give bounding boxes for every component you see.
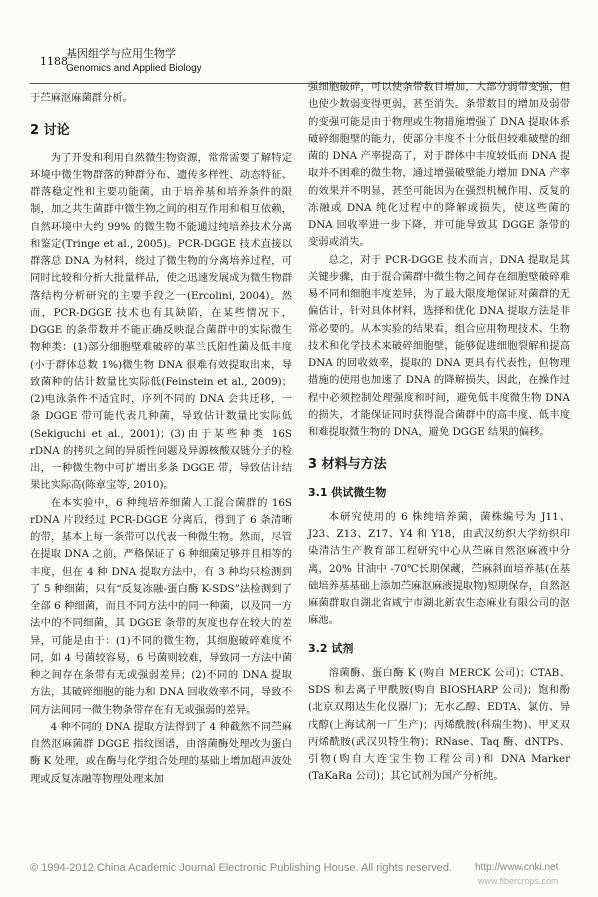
discussion-paragraph-3: 4 种不同的 DNA 提取方法得到了 4 种截然不同苎麻自然沤麻菌群 DGGE 指纹图谱，由溶菌酶处理改为蛋白酶 K 处理，或在酶与化学组合处理的基础上增加超声波处理或反复冻融等物理处理来加 (30, 720, 292, 785)
journal-title-cn: 基因组学与应用生物学 (66, 47, 176, 60)
subsection-heading-reagents: 3.2 试剂 (308, 641, 354, 655)
subsection-heading-strains: 3.1 供试微生物 (308, 485, 387, 499)
section-heading-discussion: 2 讨论 (30, 123, 70, 139)
running-header (40, 42, 560, 82)
right-column (308, 79, 570, 786)
copyright-notice: © 1994-2012 China Academic Journal Electronic Publishing House. All rights reserved. (30, 862, 453, 874)
watermark: www.fibercrops.com (478, 876, 559, 886)
left-column (30, 90, 292, 788)
discussion-paragraph-2: 在本实验中，6 种纯培养细菌人工混合菌群的 16S rDNA 片段经过 PCR-DGGE 分离后，得到了 6 条清晰的带，基本上每一条带可以代表一种微生物。然而，尽管在提取 DNA 之前，严格保证了 6 种细菌足够并且相等的丰度，但在 4 种 DNA 提取方法中，有 3 种均只检测到了 5 种细菌，只有“反复冻融-蛋白酶 K-SDS”法检测到了全部 6 种细菌，而且不同方法中的同一种菌，以及同一方法中的不同细菌，其 DGGE 条带的灰度也存在较大的差异，可能是由于：(1)不同的微生物，其细胞破碎难度不同，如 4 号菌较容易，6 号菌则较难，导致同一方法中菌种之间存在条带有无或强弱差异；(2)不同的 DNA 提取方法，其破碎细胞的能力和 DNA 回收效率不同，导致不同方法间同一微生物条带存在有无或强弱的差异。 (30, 496, 292, 716)
reagents-paragraph: 溶菌酶、蛋白酶 K (购自 MERCK 公司)；CTAB、SDS 和去离子甲酰胺(购自 BIOSHARP 公司)；饱和酚(北京双翔达生化仪器厂)；无水乙醇、EDTA、氯仿、异戊醇(上海试剂一厂生产)；丙烯酰胺(科瑞生物)、甲叉双丙烯酰胺(武汉贝特生物)；RNase、Taq 酶、dNTPs、引物(购自大连宝生物工程公司)和 DNA Marker (TaKaRa 公司)；其它试剂为国产分析纯。 (308, 666, 570, 783)
strains-paragraph: 本研究使用的 6 株纯培养菌，菌株编号为 J11、J23、Z13、Z17、Y4 和 Y18，由武汉纺织大学纺织印染清洁生产教育部工程研究中心从苎麻自然沤麻液中分离，20% 甘油中 -70℃长期保藏，苎麻斜面培养基(在基础培养基基础上添加苎麻沤麻液提取物)短期保存，自然沤麻菌群取自湖北省咸宁市湖北新农生态麻业有限公司的沤麻池。 (308, 510, 570, 627)
journal-title-en: Genomics and Applied Biology (66, 63, 202, 74)
carryover-paragraph: 于苎麻沤麻菌群分析。 (30, 92, 133, 104)
discussion-paragraph-3-cont: 强细胞破碎，可以使条带数目增加，大部分弱带变强，但也使少数弱变得更弱，甚至消失。条带数目的增加及弱带的变强可能是由于物理或生物措施增强了 DNA 提取体系破碎细胞壁的能力，使部分丰度不十分低但较难破壁的细菌的 DNA 产率提高了，对于群体中丰度较低而 DNA 提取并不困难的微生物，通过增强破壁能力增加 DNA 产率的效果并不明显，甚至可能因为在强烈机械作用、反复的冻融或 DNA 纯化过程中的降解或损失，使这些菌的 DNA 回收率进一步下降，并可能导致其 DGGE 条带的变弱或消失。 (308, 81, 570, 249)
section-heading-methods: 3 材料与方法 (308, 457, 387, 473)
conclusion-paragraph: 总之，对于 PCR-DGGE 技术而言，DNA 提取是其关键步骤，由于混合菌群中微生物之间存在细胞壁破碎难易不同和细胞丰度差异，为了最大限度地保证对菌群的无偏估计，针对具体材料，选择和优化 DNA 提取方法是非常必要的。从本实验的结果看，组合应用物理技术、生物技术和化学技术来破碎细胞壁，能够促进细胞裂解和提高 DNA 的回收效率，提取的 DNA 更具有代表性，但物理措施的使用也加速了 DNA 的降解损失，因此，在操作过程中必须控制处理强度和时间，避免低丰度微生物 DNA 的损失，才能保证同时获得混合菌群中的高丰度、低丰度和难提取微生物的 DNA，避免 DGGE 结果的偏移。 (308, 253, 570, 438)
page-number: 1188 (40, 55, 68, 68)
cnki-url: http://www.cnki.net (475, 862, 559, 873)
discussion-paragraph-1: 为了开发和利用自然微生物资源，常常需要了解特定环境中微生物群落的种群分布、遗传多样性、动态特征、群落稳定性和主要功能菌，由于培养基和培养条件的限制，加之共生菌群中微生物之间的相互作用和相互依赖，自然环境中大约 99% 的微生物不能通过纯培养技术分离和鉴定(Tringe et al., 2005)。PCR-DGGE 技术直接以群落总 DNA 为材料，绕过了微生物的分离培养过程，可同时比较和分析大批量样品，使之迅速发展成为微生物群落结构分析研究的主要手段之一(Ercolini, 2004)。然而，PCR-DGGE 技术也有其缺陷，在某些情况下，DGGE 的条带数并不能正确反映混合菌群中的实际微生物种类：(1)部分细胞壁难破碎的革兰氏阳性菌及低丰度(小于群体总数 1%)微生物 DNA 很难有效提取出来，导致菌种的估计数量比实际低(Feinstein et al., 2009)；(2)电泳条件不适宜时，序列不同的 DNA 会共迁移，一条 DGGE 带可能代表几种菌，导致估计数量比实际低(Sekiguchi et al., 2001)；(3)由于某些种类 16S rDNA 的拷贝之间的异质性问题及异源核酸双链分子的检出，一种微生物中可扩增出多条 DGGE 带，导致估计结果比实际高(陈章宝等, 2010)。 (30, 151, 292, 492)
